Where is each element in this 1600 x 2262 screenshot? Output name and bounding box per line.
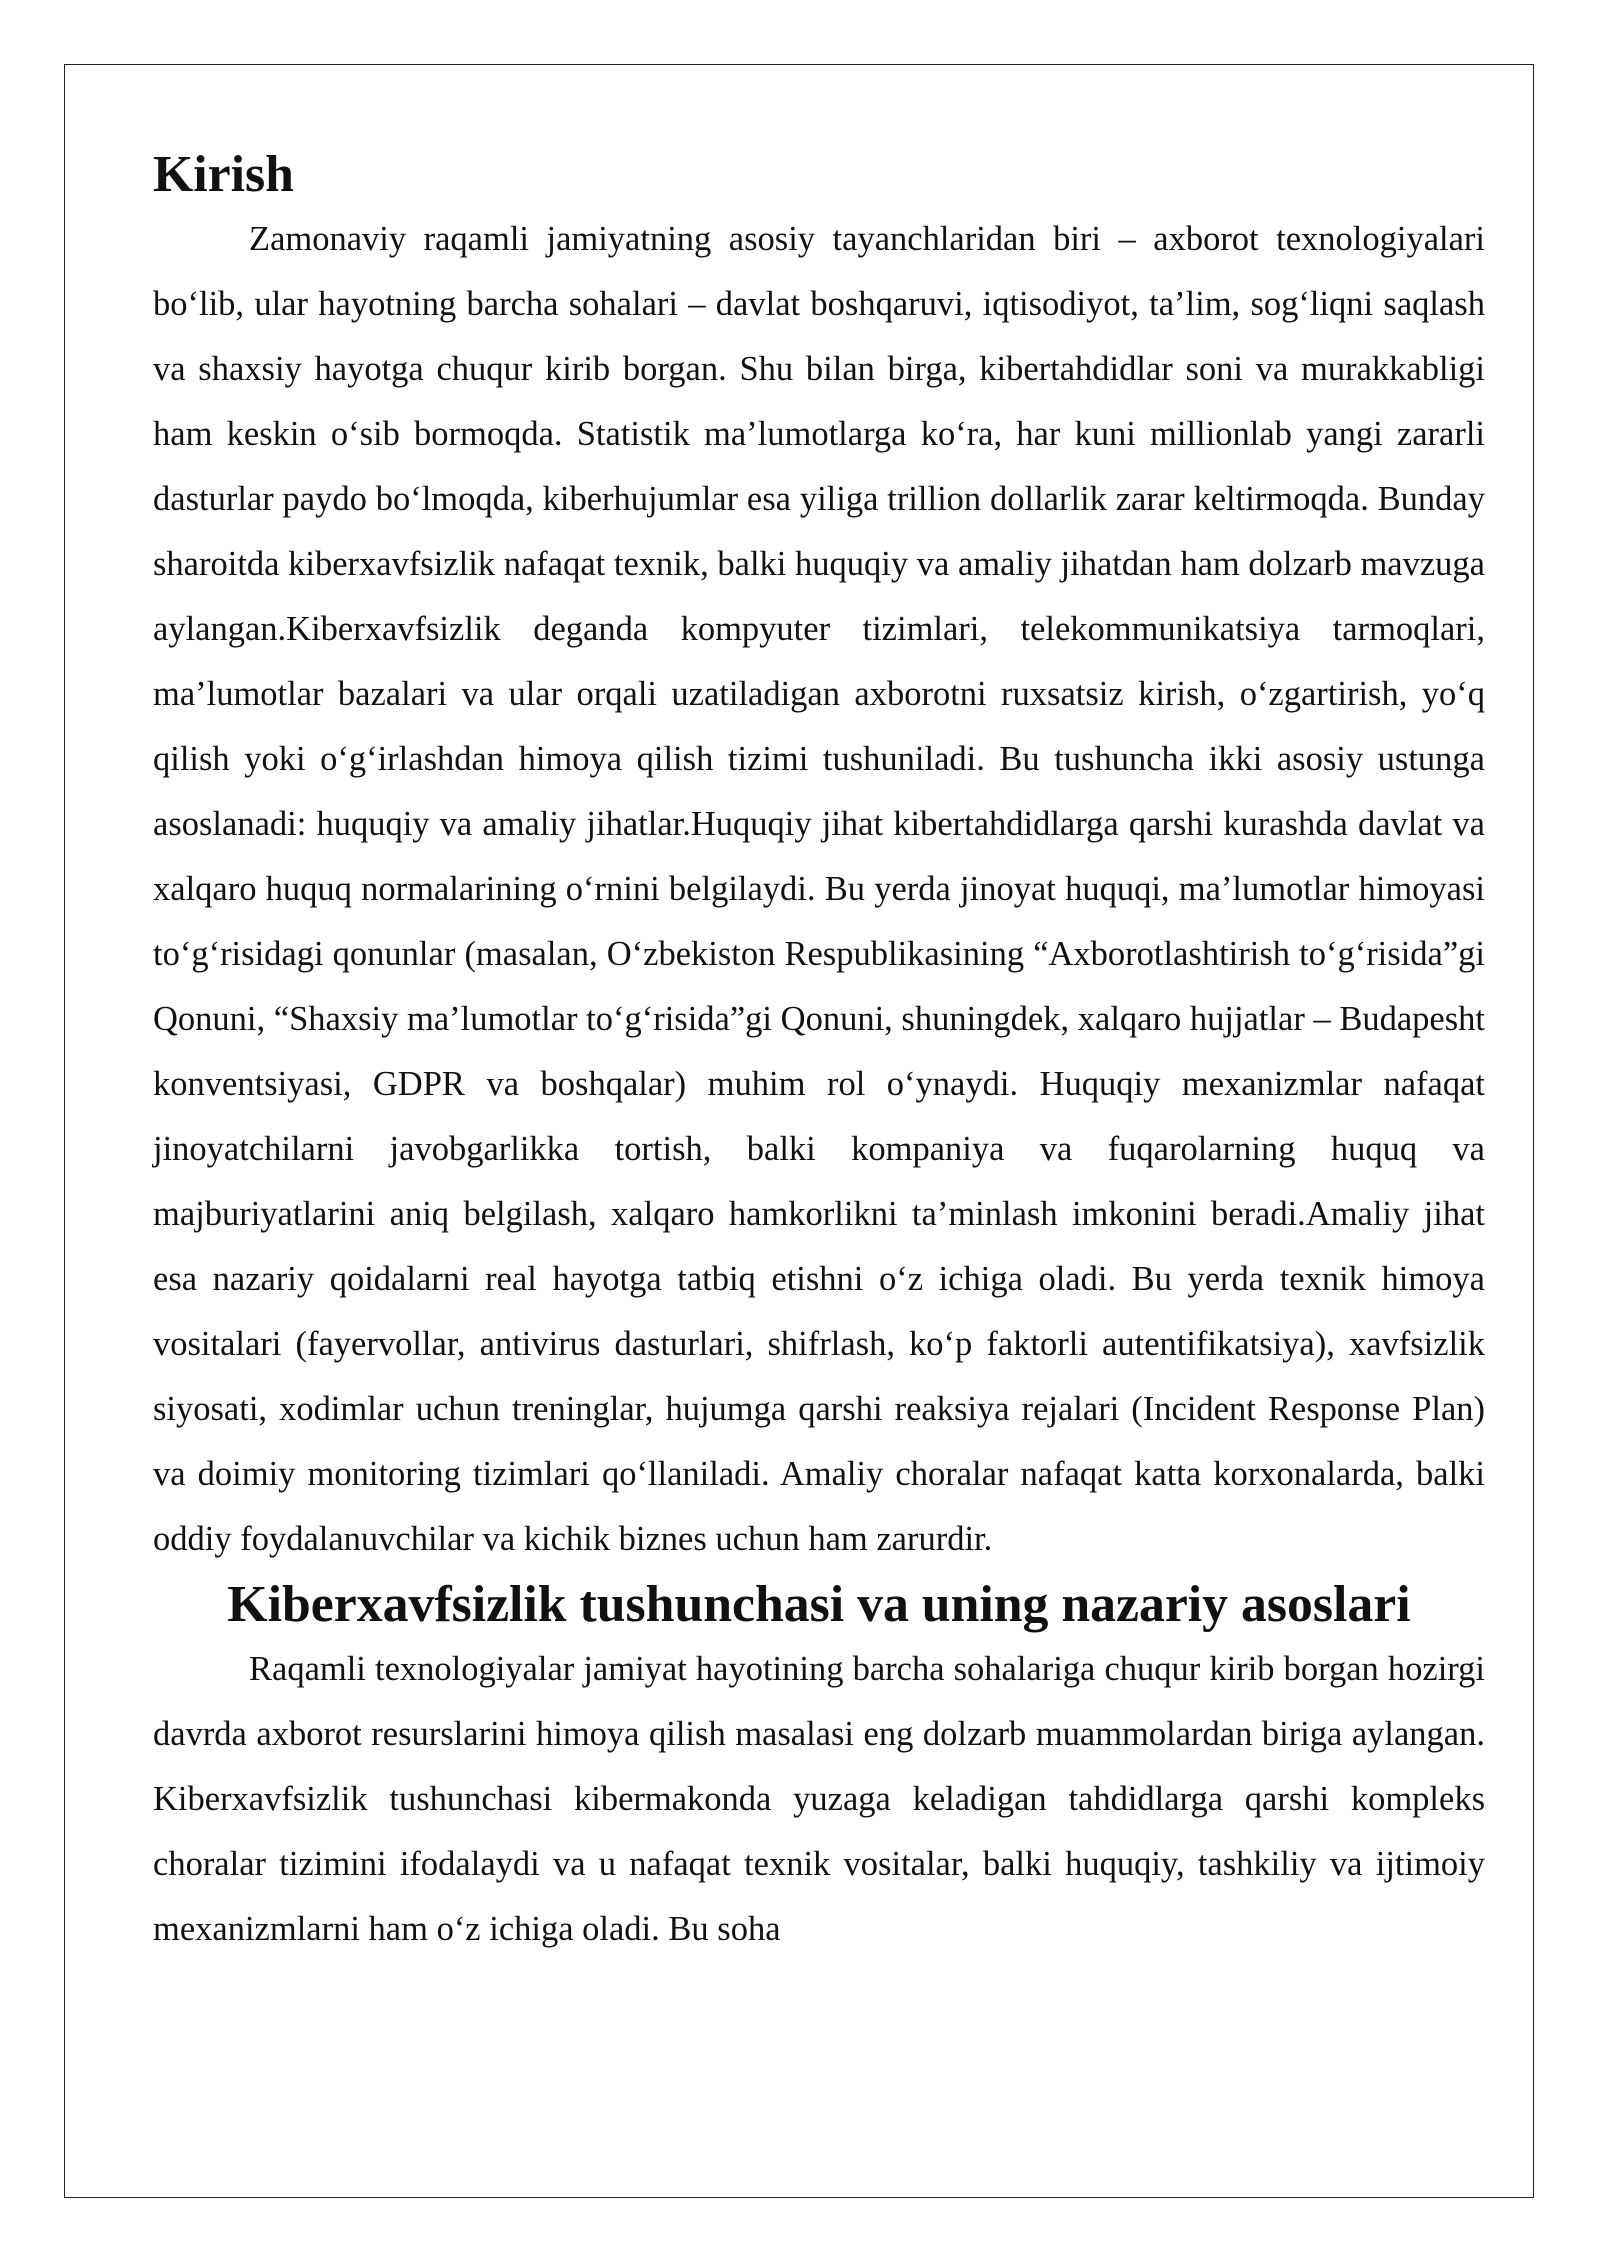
- section-heading-theory: Kiberxavfsizlik tushunchasi va uning nazariy asoslari: [227, 1576, 1411, 1633]
- intro-paragraph: Zamonaviy raqamli jamiyatning asosiy tayanchlaridan biri – axborot texnologiyalari bo‘lib, ular hayotning barcha sohalari – davlat boshqaruvi, iqtisodiyot, ta’lim, sog‘liqni saqlash va shaxsiy hayotga chuqur kirib borgan. Shu bilan birga, kibertahdidlar soni va murakkabligi ham keskin o‘sib bormoqda. Statistik ma’lumotlarga ko‘ra, har kuni millionlab yangi zararli dasturlar paydo bo‘lmoqda, kiberhujumlar esa yiliga trillion dollarlik zarar keltirmoqda. Bunday sharoitda kiberxavfsizlik nafaqat texnik, balki huquqiy va amaliy jihatdan ham dolzarb mavzuga aylangan.Kiberxavfsizlik deganda kompyuter tizimlari, telekommunikatsiya tarmoqlari, ma’lumotlar bazalari va ular orqali uzatiladigan axborotni ruxsatsiz kirish, o‘zgartirish, yo‘q qilish yoki o‘g‘irlashdan himoya qilish tizimi tushuniladi. Bu tushuncha ikki asosiy ustunga asoslanadi: huquqiy va amaliy jihatlar.Huquqiy jihat kibertahdidlarga qarshi kurashda davlat va xalqaro huquq normalarining o‘rnini belgilaydi. Bu yerda jinoyat huquqi, ma’lumotlar himoyasi to‘g‘risidagi qonunlar (masalan, O‘zbekiston Respublikasining “Axborotlashtirish to‘g‘risida”gi Qonuni, “Shaxsiy ma’lumotlar to‘g‘risida”gi Qonuni, shuningdek, xalqaro hujjatlar – Budapesht konventsiyasi, GDPR va boshqalar) muhim rol o‘ynaydi. Huquqiy mexanizmlar nafaqat jinoyatchilarni javobgarlikka tortish, balki kompaniya va fuqarolarning huquq va majburiyatlarini aniq belgilash, xalqaro hamkorlikni ta’minlash imkonini beradi.Amaliy jihat esa nazariy qoidalarni real hayotga tatbiq etishni o‘z ichiga oladi. Bu yerda texnik himoya vositalari (fayervollar, antivirus dasturlari, shifrlash, ko‘p faktorli autentifikatsiya), xavfsizlik siyosati, xodimlar uchun treninglar, hujumga qarshi reaksiya rejalari (Incident Response Plan) va doimiy monitoring tizimlari qo‘llaniladi. Amaliy choralar nafaqat katta korxonalarda, balki oddiy foydalanuvchilar va kichik biznes uchun ham zarurdir.: [153, 220, 1485, 1558]
- theory-paragraph: Raqamli texnologiyalar jamiyat hayotining barcha sohalariga chuqur kirib borgan hozirgi davrda axborot resurslarini himoya qilish masalasi eng dolzarb muammolardan biriga aylangan. Kiberxavfsizlik tushunchasi kibermakonda yuzaga keladigan tahdidlarga qarshi kompleks choralar tizimini ifodalaydi va u nafaqat texnik vositalar, balki huquqiy, tashkiliy va ijtimoiy mexanizmlarni ham o‘z ichiga oladi. Bu soha: [153, 1650, 1485, 1948]
- document-body: [153, 142, 1485, 1962]
- section-heading-kirish: Kirish: [153, 146, 294, 203]
